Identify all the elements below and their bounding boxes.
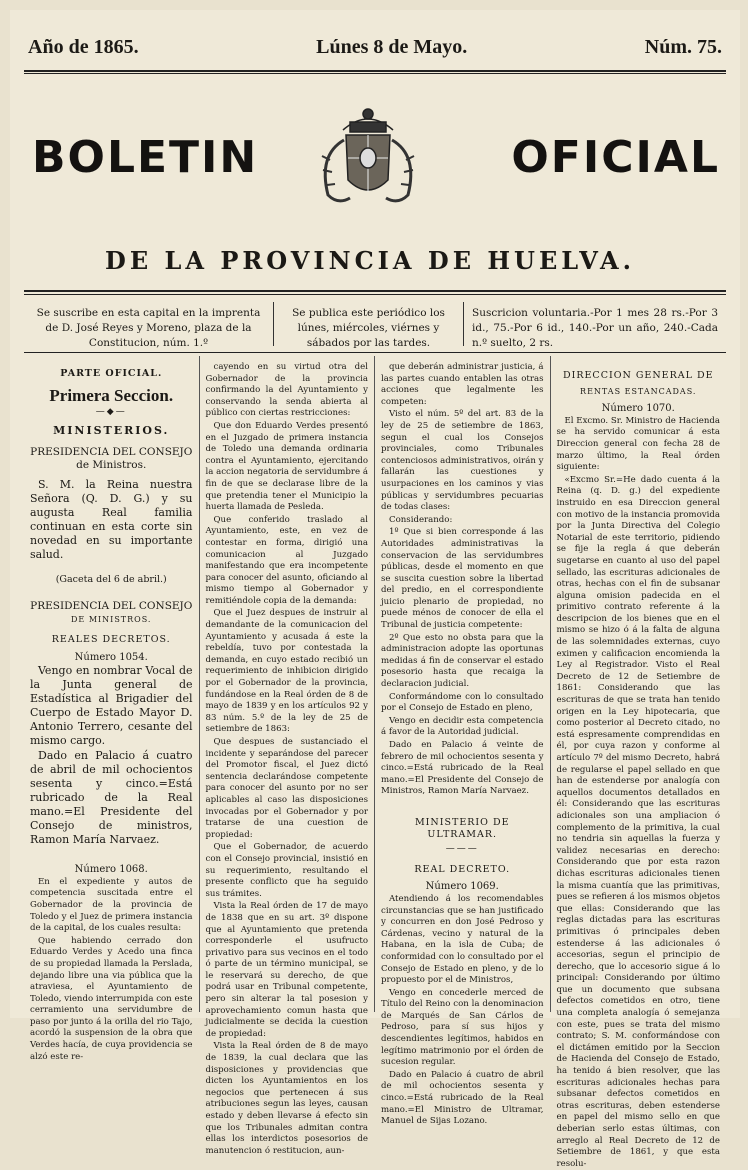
- primera-seccion-heading: Primera Seccion.: [49, 385, 174, 405]
- reales-decretos-heading: REALES DECRETOS.: [51, 633, 171, 645]
- issue-year: Año de 1865.: [28, 35, 139, 58]
- paragraph: Vista la Real órden de 17 de mayo de 1838 que en su art. 3º dispone que al Ayuntamiento que pretenda corresponderle el usufructo privativo para sus vecinos en el todo ó parte de un término municipal, se le reservará su derecho, de que podrá usar en Tribunal competente, pero sin alterar la tal posesion y aprovechamiento comun hasta que judicialmente se decida la cuestion de propiedad:: [205, 901, 368, 1039]
- gaceta-reference: (Gaceta del 6 de abril.): [55, 574, 167, 586]
- paragraph: Dado en Palacio á cuatro de abril de mil ochocientos sesenta y cinco.=Está rubricado de la Real mano.=El Ministro de Ultramar, Manuel de Sijas Lozano.: [381, 1069, 544, 1127]
- decree-number-1069: Número 1069.: [425, 881, 499, 893]
- rentas-estancadas-heading: RENTAS ESTANCADAS.: [580, 386, 697, 396]
- direccion-general-heading: DIRECCION GENERAL DE: [562, 370, 714, 381]
- paragraph: «Excmo Sr.=He dado cuenta á la Reina (q. D. g.) del expediente instruido en esa Direccion general con motivo de la instancia promovida por la Junta Directiva del Colegio Notarial de este territorio, pidiendo se fije la regla á que deberán sugetarse en cuanto al uso del papel sellado, las escrituras adicionales de otras, hechas con el fin de subsanar alguna omision padecida en el primitivo contrato referente á la descripcion de los bienes que en el mismo se hizo ó á la falta de alguna de las solemnidades externas, cuyo eximen y calificacion encomienda la Ley al Registrador. Visto el Real Decreto de 12 de Setiembre de 1861: Considerando que las escrituras de que se trata han tenido origen en la Ley hipotecaria, que como posterior al Decreto citado, no está espresamente comprendidas en él, por cuya razon y conforme al artículo 7º del mismo Decreto, habrá de regularse el papel sellado en que han de estenderse por analogía con aquellos documentos detallados en él: Considerando que las escrituras adicionales son una ampliacion ó complemento de la primitiva, la cual no tendria sin aquellas la fuerza y validez necesarias en derecho: Considerando que por esta razon dichas escrituras adicionales tienen la misma cuantía que las primitivas, pues se refieren á los mismos objetos que ellas: Considerando que las reglas dictadas para las escrituras primitivas ó principales deben estenderse á las adicionales ó accesorias, segun el principio de derecho, que lo accesorio sigue á lo principal: Considerando por último que un documento que subsana defectos cometidos en otro, tiene una completa analogía ó semejanza con este, pues se trata del mismo contrato; S. M. conformándose con el dictámen emitido por la Seccion de Hacienda del Consejo de Estado, ha tenido á bien resolver, que las escrituras adicionales hechas para subsanar defectos cometidos en otras escrituras, deben estenderse en papel del mismo sello en que deberian serlo estas últimas, con arreglo al Real Decreto de 12 de Setiembre de 1861, y que esta resolu-: [556, 474, 720, 1169]
- body-rule: [24, 352, 726, 353]
- issue-number: Núm. 75.: [644, 35, 722, 58]
- column-2: [200, 356, 376, 1156]
- paragraph: cayendo en su virtud otra del Gobernador de la provincia confirmando la del Ayuntamiento y conservando la senda abierta al público con ciertas restricciones:: [205, 362, 368, 419]
- paragraph: Vengo en concederle merced de Título del Reino con la denominacion de Marqués de San Cárlos de Pedroso, para sí sus hijos y descendientes legítimos, habidos en legítimo matrimonio por el órden de sucesion regular.: [381, 987, 544, 1068]
- publication-schedule: Se publica este periódico los lúnes, miércoles, viérnes y sábados por las tardes.: [274, 302, 464, 346]
- paragraph: Atendiendo á los recomendables circunstancias que se han justificado y concurren en don José Pedroso y Cárdenas, vecino y natural de la Habana, en la isla de Cuba; de conformidad con lo consultado por el Consejo de Estado en pleno, y de lo propuesto por el de Ministros,: [381, 893, 544, 986]
- issue-header: [28, 32, 722, 62]
- subscription-prices: Suscricion voluntaria.-Por 1 mes 28 rs.-Por 3 id., 75.-Por 6 id., 140.-Por un año, 240.-Cada n.º suelto, 2 rs.: [472, 307, 718, 349]
- decree-number-1070: Número 1070.: [601, 403, 675, 415]
- subscription-location: Se suscribe en esta capital en la imprenta de D. José Reyes y Moreno, plaza de la Constitucion, núm. 1.º: [24, 302, 274, 346]
- article-columns: [24, 356, 726, 1169]
- column-4: [551, 356, 727, 1169]
- paragraph: Visto el núm. 5º del art. 83 de la ley de 25 de setiembre de 1863, segun el cual los Consejos provinciales, como Tribunales contenciosos administrativos, oirán y fallarán las cuestiones y usurpaciones en los caminos y vias públicas y servidumbres pecuarias de todas clases:: [381, 409, 544, 513]
- issue-date: Lúnes 8 de Mayo.: [316, 35, 468, 58]
- ornament-divider: —◆—: [95, 407, 127, 418]
- decree-number-1068: Número 1068.: [74, 864, 148, 876]
- parte-oficial-heading: PARTE OFICIAL.: [60, 368, 163, 379]
- column-1: [24, 356, 200, 1062]
- header-rule-thin: [24, 73, 726, 74]
- subtitle-rule: [24, 290, 726, 292]
- newspaper-page: [10, 10, 740, 1169]
- paragraph: 1º Que si bien corresponde á las Autoridades administrativas la conservacion de las servidumbres públicas, desde el momento en que se suscita cuestion sobre la libertad del predio, en el correspondiente juicio plenario de propiedad, no puede ménos de conocer de ella el Tribunal de justicia competente:: [381, 527, 544, 631]
- paragraph: Conformándome con lo consultado por el Consejo de Estado en pleno,: [381, 691, 544, 714]
- paragraph: Que despues de sustanciado el incidente y separándose del parecer del Promotor fiscal, el Juez dictó sentencia declarándose competente para conocer del asunto por no ser aplicables al caso las disposiciones invocadas por el Gobernador y por tratarse de una cuestion de propiedad:: [205, 737, 368, 840]
- presidencia-heading: PRESIDENCIA DEL CONSEJO de Ministros.: [30, 446, 193, 472]
- paragraph: En el expediente y autos de competencia suscitada entre el Gobernador de la provincia de Toledo y el Juez de primera instancia de la capital, de los cuales resulta:: [30, 876, 193, 934]
- royal-health-notice: S. M. la Reina nuestra Señora (Q. D. G.) y su augusta Real familia continuan en esta corte sin novedad en su importante salud.: [30, 478, 193, 562]
- masthead: [20, 100, 730, 210]
- paragraph: Vengo en decidir esta competencia á favor de la Autoridad judicial.: [381, 715, 544, 738]
- column-3: [375, 356, 551, 1127]
- paragraph: Vista la Real órden de 8 de mayo de 1839, la cual declara que las disposiciones y providencias que dicten los Ayuntamientos en los negocios que pertenecen á sus atribuciones segun las leyes, causan estado y deben llevarse á efecto sin que los Tribunales admitan contra ellas los interdictos posesorios de manutencion ó restitucion, aun-: [205, 1041, 368, 1156]
- decree-number-1054: Número 1054.: [74, 651, 148, 663]
- masthead-subtitle: DE LA PROVINCIA DE HUELVA.: [105, 246, 635, 275]
- paragraph: Dado en Palacio á cuatro de abril de mil ochocientos sesenta y cinco.=Está rubricado de la Real mano.=El Presidente del Consejo de ministros, Ramon María Narvaez.: [30, 749, 193, 847]
- paragraph: Considerando:: [389, 514, 453, 525]
- paragraph: Que habiendo cerrado don Eduardo Verdes y Acedo una finca de su propiedad llamada la Perslada, dejando libre una via pública que la atraviesa, el Ayuntamiento de Toledo, viendo interrumpida con este cerramiento una servidumbre de paso por junto á la orilla del rio Tajo, acordó la suspension de la obra que Verdes hacía, de cuya providencia se alzó este re-: [30, 935, 193, 1062]
- subtitle-rule-thin: [24, 294, 726, 295]
- real-decreto-heading: REAL DECRETO.: [414, 863, 511, 875]
- presidencia-heading-2: PRESIDENCIA DEL CONSEJO DE MINISTROS.: [30, 599, 193, 624]
- ministerios-heading: MINISTERIOS.: [53, 423, 170, 437]
- paragraph: Que el Gobernador, de acuerdo con el Consejo provincial, insistió en su requerimiento, resultando el presente conflicto que ha seguido sus trámites.: [205, 842, 368, 899]
- ministerio-ultramar-heading: MINISTERIO DE ULTRAMAR.: [414, 816, 510, 840]
- subscription-info: [24, 302, 726, 349]
- header-rule: [24, 70, 726, 72]
- paragraph: El Excmo. Sr. Ministro de Hacienda se ha servido comunicar á esta Direccion general con fecha 28 de marzo último, la Real órden siguiente:: [556, 415, 720, 473]
- masthead-oficial: OFICIAL: [511, 132, 720, 183]
- paragraph: Que conferido traslado al Ayuntamiento, este, en vez de contestar en forma, dirigió una comunicacion al Juzgado manifestando que era incompetente para conocer del asunto, oficiando al mismo tiempo al Gobernador y remitiéndole copia de la demanda:: [205, 514, 368, 606]
- paragraph: que deberán administrar justicia, á las partes cuando entablen las otras acciones que legalmente les competen:: [381, 362, 544, 407]
- paragraph: Que el Juez despues de instruir al demandante de la comunicacion del Ayuntamiento y acusada á este la rebeldía, tuvo por contestada la demanda, en cuyo estado recibió un requerimiento de inhibicion dirigido por el Gobernador de la provincia, fundándose en la Real órden de 8 de mayo de 1839 y en los artículos 92 y 83 núm. 5.º de la ley de 25 de setiembre de 1863:: [205, 608, 368, 735]
- masthead-boletin: BOLETIN: [32, 132, 259, 183]
- paragraph: Que don Eduardo Verdes presentó en el Juzgado de primera instancia de Toledo una demanda ordinaria contra el Ayuntamiento, ejercitando la accion negatoria de servidumbre á fin de que se declarase libre de la que pretendia tener el Municipio la huerta llamada de Pesleda.: [205, 420, 368, 513]
- paragraph: Dado en Palacio á veinte de febrero de mil ochocientos sesenta y cinco.=Está rubricado de la Real mano.=El Presidente del Consejo de Ministros, Ramon María Narvaez.: [381, 740, 544, 797]
- ornament-divider: ———: [445, 844, 479, 855]
- paragraph: Vengo en nombrar Vocal de la Junta general de Estadística al Brigadier del Cuerpo de Estado Mayor D. Antonio Terrero, cesante del mismo cargo.: [30, 664, 193, 748]
- paragraph: 2º Que esto no obsta para que la administracion adopte las oportunas medidas á fin de conservar el estado posesorio hasta que recaiga la declaracion judicial.: [381, 632, 544, 690]
- royal-crest-icon: [288, 100, 448, 215]
